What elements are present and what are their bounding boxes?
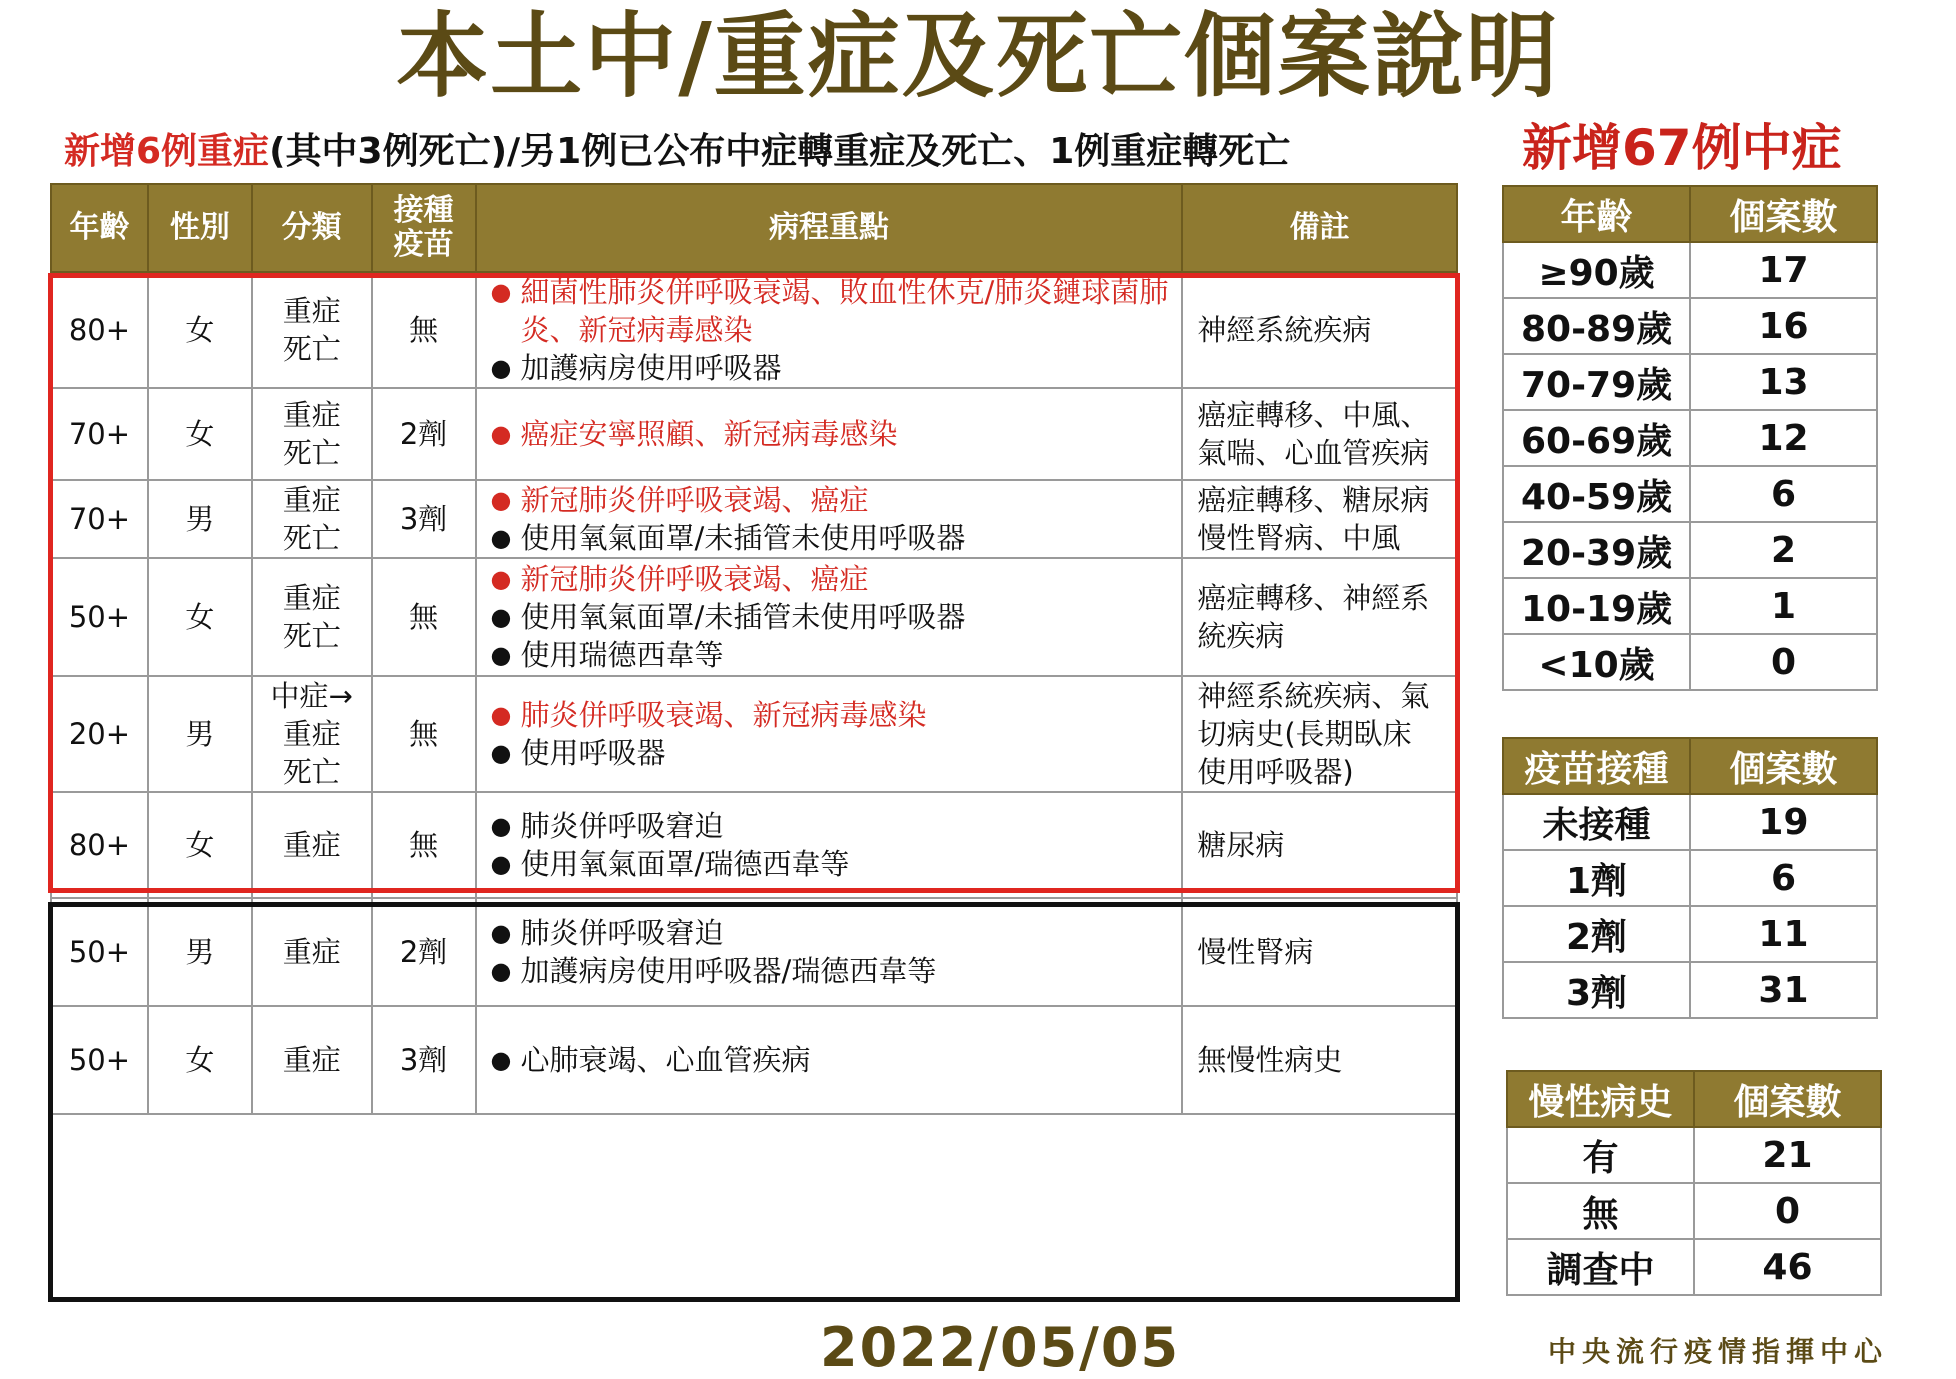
table-row bbox=[1503, 634, 1877, 690]
chronic-table-header-history: 慢性病史 bbox=[1507, 1071, 1694, 1127]
bullet-icon: ● bbox=[490, 701, 512, 729]
cell-category: 中症→ 重症 死亡 bbox=[252, 676, 372, 792]
table-row bbox=[1507, 1239, 1881, 1295]
row-label: 有 bbox=[1507, 1127, 1694, 1183]
row-label: 20-39歲 bbox=[1503, 522, 1690, 578]
vaccine-table-header-status: 疫苗接種 bbox=[1503, 738, 1690, 794]
row-count: 21 bbox=[1694, 1127, 1881, 1183]
bullet-icon: ● bbox=[490, 420, 512, 448]
cell-vaccine: 無 bbox=[372, 558, 476, 676]
row-label: 10-19歲 bbox=[1503, 578, 1690, 634]
cell-note: 癌症轉移、中風、 氣喘、心血管疾病 bbox=[1182, 388, 1457, 480]
bullet-icon: ● bbox=[490, 850, 512, 878]
course-item bbox=[491, 952, 1182, 990]
header-note: 備註 bbox=[1182, 184, 1457, 272]
table-row bbox=[1507, 1183, 1881, 1239]
course-item-text: 使用氧氣面罩/瑞德西韋等 bbox=[520, 847, 850, 881]
bullet-icon: ● bbox=[490, 641, 512, 669]
vaccine-table bbox=[1502, 737, 1878, 1019]
header-vaccine-label: 接種疫苗 bbox=[393, 193, 454, 262]
table-row bbox=[51, 388, 1457, 480]
row-count: 17 bbox=[1690, 242, 1877, 298]
cell-note: 神經系統疾病、氣 切病史(長期臥床 使用呼吸器) bbox=[1182, 676, 1457, 792]
cell-course bbox=[476, 898, 1183, 1006]
organization-name: 中央流行疫情指揮中心 bbox=[1548, 1335, 1889, 1368]
course-item-text: 使用呼吸器 bbox=[520, 736, 666, 770]
cell-age: 80+ bbox=[51, 272, 148, 388]
course-item-text: 肺炎併呼吸窘迫 bbox=[520, 916, 724, 950]
cell-vaccine: 3劑 bbox=[372, 1006, 476, 1114]
chronic-table bbox=[1506, 1070, 1882, 1296]
cell-sex: 女 bbox=[148, 388, 252, 480]
table-row bbox=[1507, 1127, 1881, 1183]
table-row bbox=[1503, 906, 1877, 962]
table-row bbox=[51, 1006, 1457, 1114]
cell-sex: 女 bbox=[148, 792, 252, 898]
cell-course bbox=[476, 272, 1183, 388]
bullet-icon: ● bbox=[490, 524, 512, 552]
course-item bbox=[491, 349, 1182, 387]
table-row bbox=[51, 676, 1457, 792]
course-item bbox=[491, 1041, 1182, 1079]
row-label: ≥90歲 bbox=[1503, 242, 1690, 298]
table-row bbox=[1503, 962, 1877, 1018]
course-item-text: 使用瑞德西韋等 bbox=[520, 638, 724, 672]
cell-category: 重症 bbox=[252, 1006, 372, 1114]
cell-vaccine: 無 bbox=[372, 272, 476, 388]
age-table-header-count: 個案數 bbox=[1690, 186, 1877, 242]
bullet-icon: ● bbox=[490, 565, 512, 593]
row-count: 13 bbox=[1690, 354, 1877, 410]
cell-sex: 女 bbox=[148, 272, 252, 388]
course-item bbox=[491, 481, 1182, 519]
table-row bbox=[51, 792, 1457, 898]
bullet-icon: ● bbox=[490, 919, 512, 947]
bullet-icon: ● bbox=[490, 739, 512, 767]
cell-age: 50+ bbox=[51, 558, 148, 676]
cell-course bbox=[476, 480, 1183, 558]
row-count: 46 bbox=[1694, 1239, 1881, 1295]
table-row bbox=[1503, 522, 1877, 578]
table-row bbox=[1503, 794, 1877, 850]
cell-age: 50+ bbox=[51, 898, 148, 1006]
vaccine-table-header-count: 個案數 bbox=[1690, 738, 1877, 794]
row-label: 調查中 bbox=[1507, 1239, 1694, 1295]
cell-sex: 女 bbox=[148, 1006, 252, 1114]
cell-note: 神經系統疾病 bbox=[1182, 272, 1457, 388]
row-count: 19 bbox=[1690, 794, 1877, 850]
course-item bbox=[491, 914, 1182, 952]
table-row bbox=[1503, 242, 1877, 298]
row-label: 80-89歲 bbox=[1503, 298, 1690, 354]
table-row bbox=[1503, 850, 1877, 906]
cell-note: 癌症轉移、神經系 統疾病 bbox=[1182, 558, 1457, 676]
row-count: 16 bbox=[1690, 298, 1877, 354]
row-count: 6 bbox=[1690, 850, 1877, 906]
cell-sex: 女 bbox=[148, 558, 252, 676]
row-count: 0 bbox=[1694, 1183, 1881, 1239]
row-label: 1劑 bbox=[1503, 850, 1690, 906]
course-item-text: 新冠肺炎併呼吸衰竭、癌症 bbox=[520, 562, 869, 596]
row-count: 31 bbox=[1690, 962, 1877, 1018]
cell-sex: 男 bbox=[148, 676, 252, 792]
course-item-text: 癌症安寧照顧、新冠病毒感染 bbox=[520, 417, 898, 451]
course-item-text: 新冠肺炎併呼吸衰竭、癌症 bbox=[520, 483, 869, 517]
row-count: 12 bbox=[1690, 410, 1877, 466]
table-row bbox=[51, 898, 1457, 1006]
course-item-text: 肺炎併呼吸窘迫 bbox=[520, 809, 724, 843]
cell-vaccine: 3劑 bbox=[372, 480, 476, 558]
cell-category: 重症 死亡 bbox=[252, 388, 372, 480]
row-label: 無 bbox=[1507, 1183, 1694, 1239]
row-count: 1 bbox=[1690, 578, 1877, 634]
cell-note: 癌症轉移、糖尿病 慢性腎病、中風 bbox=[1182, 480, 1457, 558]
cell-age: 20+ bbox=[51, 676, 148, 792]
row-count: 6 bbox=[1690, 466, 1877, 522]
table-row bbox=[1503, 578, 1877, 634]
cell-age: 80+ bbox=[51, 792, 148, 898]
course-item bbox=[491, 845, 1182, 883]
bullet-icon: ● bbox=[490, 957, 512, 985]
course-item-text: 加護病房使用呼吸器 bbox=[520, 351, 782, 385]
cell-category: 重症 bbox=[252, 792, 372, 898]
course-item-text: 使用氧氣面罩/未插管未使用呼吸器 bbox=[520, 521, 966, 555]
bullet-icon: ● bbox=[490, 278, 512, 306]
course-item-text: 肺炎併呼吸衰竭、新冠病毒感染 bbox=[520, 698, 927, 732]
row-count: 2 bbox=[1690, 522, 1877, 578]
cell-course bbox=[476, 1006, 1183, 1114]
age-table-header-age: 年齡 bbox=[1503, 186, 1690, 242]
subtitle-detail: (其中3例死亡)/另1例已公布中症轉重症及死亡、1例重症轉死亡 bbox=[269, 131, 1291, 172]
table-row bbox=[1503, 466, 1877, 522]
case-table-header bbox=[51, 184, 1457, 272]
header-vaccine bbox=[372, 184, 476, 272]
header-sex: 性別 bbox=[148, 184, 252, 272]
row-count: 0 bbox=[1690, 634, 1877, 690]
page-title: 本土中/重症及死亡個案說明 bbox=[396, 3, 1560, 110]
cell-course bbox=[476, 558, 1183, 676]
row-label: 2劑 bbox=[1503, 906, 1690, 962]
cell-sex: 男 bbox=[148, 898, 252, 1006]
row-label: 70-79歲 bbox=[1503, 354, 1690, 410]
cell-vaccine: 無 bbox=[372, 792, 476, 898]
header-course: 病程重點 bbox=[476, 184, 1183, 272]
cell-age: 70+ bbox=[51, 388, 148, 480]
course-item bbox=[491, 519, 1182, 557]
row-label: 60-69歲 bbox=[1503, 410, 1690, 466]
row-count: 11 bbox=[1690, 906, 1877, 962]
row-label: 40-59歲 bbox=[1503, 466, 1690, 522]
chronic-table-header-count: 個案數 bbox=[1694, 1071, 1881, 1127]
course-item bbox=[491, 696, 1182, 734]
course-item-text: 使用氧氣面罩/未插管未使用呼吸器 bbox=[520, 600, 966, 634]
cell-category: 重症 死亡 bbox=[252, 272, 372, 388]
course-item bbox=[491, 636, 1182, 674]
age-table bbox=[1502, 185, 1878, 691]
course-item bbox=[491, 560, 1182, 598]
cell-note: 糖尿病 bbox=[1182, 792, 1457, 898]
cell-age: 50+ bbox=[51, 1006, 148, 1114]
table-row bbox=[51, 480, 1457, 558]
header-age: 年齡 bbox=[51, 184, 148, 272]
course-item bbox=[491, 598, 1182, 636]
cell-vaccine: 無 bbox=[372, 676, 476, 792]
course-item bbox=[491, 734, 1182, 772]
moderate-count-heading: 新增67例中症 bbox=[1522, 119, 1842, 177]
table-row bbox=[51, 272, 1457, 388]
cell-age: 70+ bbox=[51, 480, 148, 558]
cell-sex: 男 bbox=[148, 480, 252, 558]
cell-course bbox=[476, 792, 1183, 898]
cell-category: 重症 bbox=[252, 898, 372, 1006]
report-date: 2022/05/05 bbox=[820, 1316, 1181, 1379]
cell-vaccine: 2劑 bbox=[372, 388, 476, 480]
course-item-text: 細菌性肺炎併呼吸衰竭、敗血性休克/肺炎鏈球菌肺炎、新冠病毒感染 bbox=[520, 275, 1169, 347]
bullet-icon: ● bbox=[490, 354, 512, 382]
header-category: 分類 bbox=[252, 184, 372, 272]
bullet-icon: ● bbox=[490, 812, 512, 840]
course-item bbox=[491, 273, 1182, 349]
subtitle bbox=[64, 128, 1290, 176]
case-table bbox=[50, 183, 1458, 1115]
row-label: 3劑 bbox=[1503, 962, 1690, 1018]
cell-vaccine: 2劑 bbox=[372, 898, 476, 1006]
course-item-text: 心肺衰竭、心血管疾病 bbox=[520, 1043, 811, 1077]
table-row bbox=[51, 558, 1457, 676]
table-row bbox=[1503, 410, 1877, 466]
subtitle-severe-count: 新增6例重症 bbox=[64, 131, 270, 172]
cell-note: 無慢性病史 bbox=[1182, 1006, 1457, 1114]
table-row bbox=[1503, 298, 1877, 354]
cell-category: 重症 死亡 bbox=[252, 480, 372, 558]
course-item bbox=[491, 807, 1182, 845]
row-label: 未接種 bbox=[1503, 794, 1690, 850]
bullet-icon: ● bbox=[490, 486, 512, 514]
course-item-text: 加護病房使用呼吸器/瑞德西韋等 bbox=[520, 954, 937, 988]
bullet-icon: ● bbox=[490, 1046, 512, 1074]
cell-course bbox=[476, 676, 1183, 792]
cell-course bbox=[476, 388, 1183, 480]
cell-category: 重症 死亡 bbox=[252, 558, 372, 676]
cell-note: 慢性腎病 bbox=[1182, 898, 1457, 1006]
row-label: <10歲 bbox=[1503, 634, 1690, 690]
bullet-icon: ● bbox=[490, 603, 512, 631]
course-item bbox=[491, 415, 1182, 453]
table-row bbox=[1503, 354, 1877, 410]
